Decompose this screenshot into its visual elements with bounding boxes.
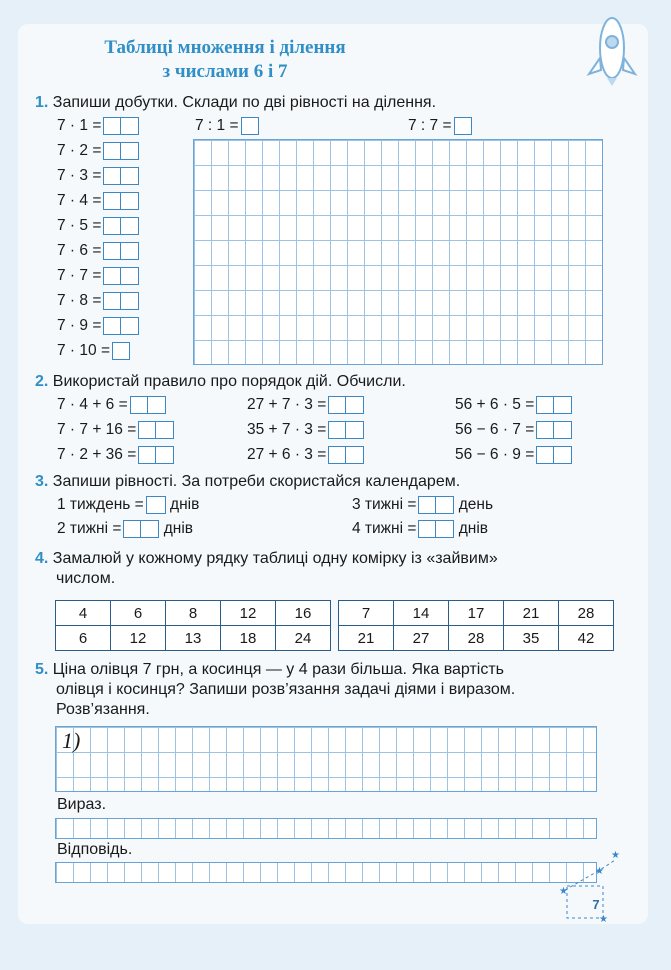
expression-text: 27 + 7 · 3 = [247,396,327,414]
expression-field[interactable] [55,818,597,839]
answer-box[interactable] [123,520,159,538]
task2-expression [247,421,364,439]
item-unit: днів [163,520,194,538]
table-cell[interactable]: 27 [394,626,449,651]
product-expression: 7 · 7 = [57,267,102,285]
table-cell[interactable]: 18 [221,626,276,651]
task1-number: 1. [35,94,49,111]
task2-expression [455,446,572,464]
task4-text-1: Замалюй у кожному рядку таблиці одну комірку із «зайвим» [52,550,498,567]
task5-number: 5. [35,661,49,678]
product-expression: 7 · 6 = [57,242,102,260]
answer-box[interactable] [138,421,174,439]
table-cell[interactable]: 21 [339,626,394,651]
product-expression: 7 · 10 = [57,342,110,360]
task1-header [35,93,436,113]
table-cell[interactable]: 6 [111,601,166,626]
task1-product-row [57,192,139,210]
answer-box[interactable] [328,396,364,414]
table-cell[interactable]: 7 [339,601,394,626]
answer-box[interactable] [103,117,139,135]
title-line-2: з числами 6 і 7 [162,61,288,82]
answer-box[interactable] [112,342,130,360]
task1-product-row [57,167,139,185]
answer-box[interactable] [418,496,454,514]
task2-expression [57,446,174,464]
task1-product-row [57,292,139,310]
task3-item-3 [352,496,493,514]
task2-expression [57,396,166,414]
table-cell[interactable]: 12 [221,601,276,626]
task2-text: Використай правило про порядок дій. Обчисли. [52,373,406,390]
item-left: 4 тижні = [352,520,417,538]
task1-product-row [57,217,139,235]
svg-text:★: ★ [611,850,620,861]
product-expression: 7 · 3 = [57,167,102,185]
item-unit: день [458,496,494,514]
expression-text: 56 − 6 · 7 = [455,421,535,439]
task4-number: 4. [35,550,49,567]
item-left: 1 тиждень = [57,496,144,514]
product-expression: 7 · 1 = [57,117,102,135]
svg-text:★: ★ [599,914,608,925]
task1-writing-grid[interactable] [193,139,603,365]
table-cell[interactable]: 14 [394,601,449,626]
item-unit: днів [170,496,200,514]
task4-header [35,549,498,589]
answer-box[interactable] [536,446,572,464]
answer-box[interactable] [454,117,472,135]
task2-number: 2. [35,373,49,390]
table-cell[interactable]: 12 [111,626,166,651]
expression-text: 35 + 7 · 3 = [247,421,327,439]
product-expression: 7 · 8 = [57,292,102,310]
answer-box[interactable] [103,217,139,235]
table-cell[interactable]: 28 [559,601,614,626]
task1-text: Запиши добутки. Склади по дві рівності на ділення. [52,94,437,111]
table-cell[interactable]: 8 [166,601,221,626]
task1-product-row [57,317,139,335]
task3-item-4 [352,520,488,538]
answer-box[interactable] [146,496,166,514]
answer-box[interactable] [418,520,454,538]
answer-box[interactable] [328,421,364,439]
answer-box[interactable] [536,421,572,439]
table-cell[interactable]: 13 [166,626,221,651]
table-cell[interactable]: 35 [504,626,559,651]
task3-number: 3. [35,473,49,490]
answer-box[interactable] [103,167,139,185]
table-cell[interactable]: 21 [504,601,559,626]
svg-text:★: ★ [559,886,568,897]
table-cell[interactable]: 17 [449,601,504,626]
task1-product-row [57,117,139,135]
answer-box[interactable] [241,117,259,135]
task1-division-1 [195,117,259,135]
table-row [56,626,331,651]
table-row [56,601,331,626]
answer-box[interactable] [130,396,166,414]
answer-box[interactable] [536,396,572,414]
answer-field[interactable] [55,862,597,883]
answer-box[interactable] [103,317,139,335]
page-number: 7 [592,897,600,912]
table-row [339,601,614,626]
step-mark: 1) [62,728,81,753]
task1-product-row [57,342,130,360]
item-unit: днів [458,520,489,538]
product-expression: 7 · 4 = [57,192,102,210]
task2-header [35,372,406,392]
answer-box[interactable] [328,446,364,464]
task4-table-1 [55,600,331,651]
title-line-1: Таблиці множення і ділення [104,37,346,58]
expression-text: 7 · 4 + 6 = [57,396,128,414]
division-head-2: 7 : 7 = [408,117,452,135]
table-cell[interactable]: 24 [276,626,331,651]
item-left: 2 тижні = [57,520,122,538]
answer-box[interactable] [103,292,139,310]
task2-expression [455,421,572,439]
task5-header [35,660,515,720]
task3-text: Запиши рівності. За потреби скористайся календарем. [52,473,461,490]
task2-expression [247,396,364,414]
task1-division-2 [408,117,472,135]
table-cell[interactable]: 42 [559,626,614,651]
answer-label: Відповідь. [57,841,133,858]
solution-label: Розв’язання. [56,701,150,718]
task5-text-2: олівця і косинця? Запиши розв’язання задачі діями і виразом. [56,681,516,698]
task3-item-2 [57,520,193,538]
task3-header [35,472,460,492]
task4-text-2: числом. [56,570,116,587]
item-left: 3 тижні = [352,496,417,514]
task1-product-row [57,267,139,285]
answer-box[interactable] [103,242,139,260]
table-row [339,626,614,651]
table-cell[interactable]: 28 [449,626,504,651]
product-expression: 7 · 9 = [57,317,102,335]
division-head-1: 7 : 1 = [195,117,239,135]
answer-box[interactable] [103,192,139,210]
expression-text: 27 + 6 · 3 = [247,446,327,464]
task2-expression [247,446,364,464]
task2-expression [57,421,174,439]
answer-box[interactable] [103,267,139,285]
svg-text:★: ★ [595,866,604,877]
task4-table-2 [338,600,614,651]
table-cell[interactable]: 4 [56,601,111,626]
answer-box[interactable] [138,446,174,464]
page-title [60,36,390,84]
expression-text: 7 · 2 + 36 = [57,446,137,464]
rocket-icon [577,8,647,88]
answer-box[interactable] [103,142,139,160]
solution-grid[interactable] [55,726,597,792]
task1-product-row [57,142,139,160]
expression-text: 56 + 6 · 5 = [455,396,535,414]
task5-text-1: Ціна олівця 7 грн, а косинця — у 4 рази більша. Яка вартість [52,661,504,678]
product-expression: 7 · 5 = [57,217,102,235]
table-cell[interactable]: 6 [56,626,111,651]
expression-text: 56 − 6 · 9 = [455,446,535,464]
table-cell[interactable]: 16 [276,601,331,626]
task1-product-row [57,242,139,260]
task3-item-1 [57,496,199,514]
expression-label: Вираз. [57,796,107,813]
product-expression: 7 · 2 = [57,142,102,160]
task2-expression [455,396,572,414]
expression-text: 7 · 7 + 16 = [57,421,137,439]
